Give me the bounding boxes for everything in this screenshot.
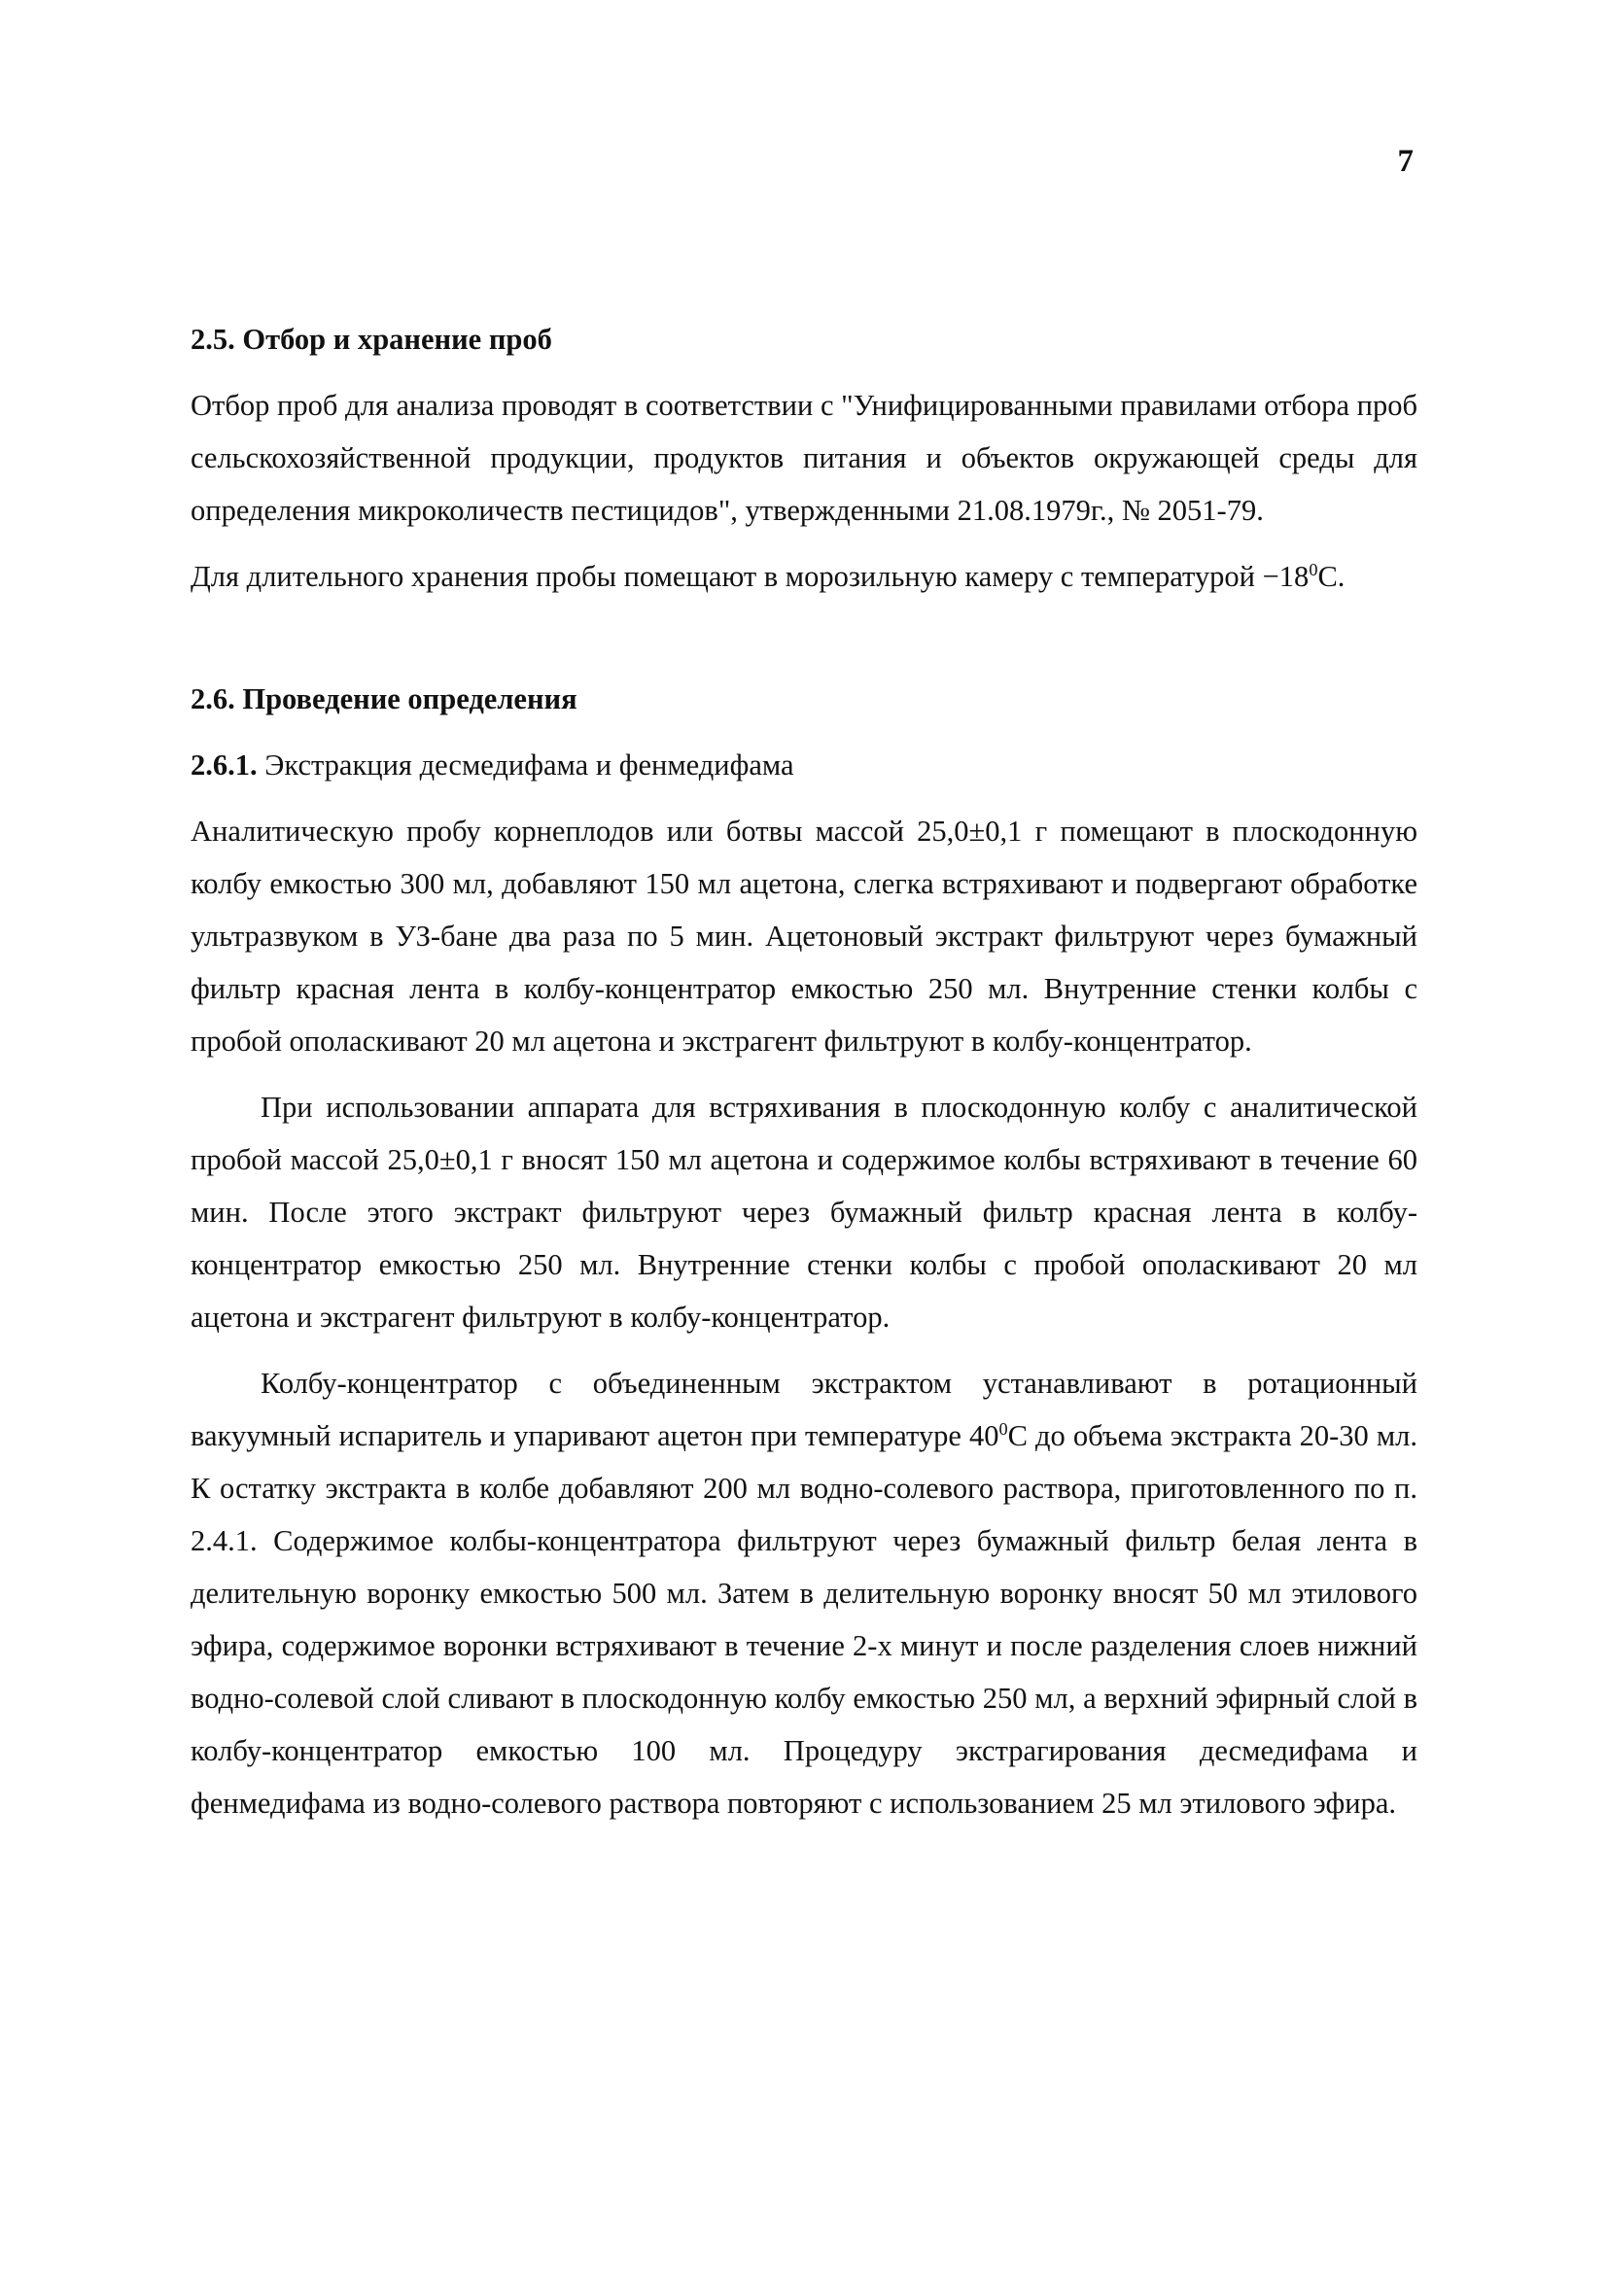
storage-text: Для длительного хранения пробы помещают в морозильную камеру с температурой −18 [191,560,1310,593]
subsection-title: Экстракция десмедифама и фенмедифама [257,748,794,782]
evaporation-text-b: С до объема экстракта 20-30 мл. К остатку экстракта в колбе добавляют 200 мл водно-солевого раствора, приготовленного по п. 2.4.1. Содержимое колбы-концентратора фильтруют через бумажный фильтр белая лента в делительную воронку емкостью 500 мл. Затем в делительную воронку вносят 50 мл этилового эфира, содержимое воронки встряхивают в течение 2-х минут и после разделения слоев нижний водно-солевой слой сливают в плоскодонную колбу емкостью 250 мл, а верхний эфирный слой в колбу-концентратор емкостью 100 мл. Процедуру экстрагирования десмедифама и фенмедифама из водно-солевого раствора повторяют с использованием 25 мл этилового эфира. [191,1419,1417,1820]
extraction-paragraph-evaporation [191,1357,1417,1829]
spacer [191,725,1417,739]
extraction-paragraph-ultrasound: Аналитическую пробу корнеплодов или ботвы массой 25,0±0,1 г помещают в плоскодонную колбу емкостью 300 мл, добавляют 150 мл ацетона, слегка встряхивают и подвергают обработке ультразвуком в УЗ-бане два раза по 5 мин. Ацетоновый экстракт фильтруют через бумажный фильтр красная лента в колбу-концентратор емкостью 250 мл. Внутренние стенки колбы с пробой ополаскивают 20 мл ацетона и экстрагент фильтруют в колбу-концентратор. [191,815,1417,1058]
section-2-6-heading: 2.6. Проведение определения [191,682,577,715]
degree-sup: 0 [1309,559,1318,579]
section-2-5-paragraph-sampling: Отбор проб для анализа проводят в соответствии с "Унифицированными правилами отбора проб сельскохозяйственной продукции, продуктов питания и объектов окружающей среды для определения микроколичеств пестицидов", утвержденными 21.08.1979г., № 2051-79. [191,389,1417,527]
spacer [191,537,1417,550]
evaporation-text-a: Колбу-концентратор с объединенным экстрактом устанавливают в ротационный вакуумный испаритель и упаривают ацетон при температуре 40 [191,1367,1417,1452]
page-number: 7 [1397,144,1414,179]
document-body [191,313,1417,1829]
subsection-2-6-1-heading [191,739,1417,791]
section-2-5-paragraph-storage [191,550,1417,603]
section-2-5-heading: 2.5. Отбор и хранение проб [191,323,552,356]
extraction-paragraph-shaker: При использовании аппарата для встряхивания в плоскодонную колбу с аналитической пробой массой 25,0±0,1 г вносят 150 мл ацетона и содержимое колбы встряхивают в течение 60 мин. После этого экстракт фильтруют через бумажный фильтр красная лента в колбу-концентратор емкостью 250 мл. Внутренние стенки колбы с пробой ополаскивают 20 мл ацетона и экстрагент фильтруют в колбу-концентратор. [191,1091,1417,1334]
spacer [191,791,1417,805]
degree-sup: 0 [998,1418,1008,1439]
subsection-number: 2.6.1. [191,748,258,782]
spacer [191,1343,1417,1357]
spacer [191,365,1417,379]
spacer [191,603,1417,673]
storage-unit: С. [1317,560,1346,593]
spacer [191,1067,1417,1081]
